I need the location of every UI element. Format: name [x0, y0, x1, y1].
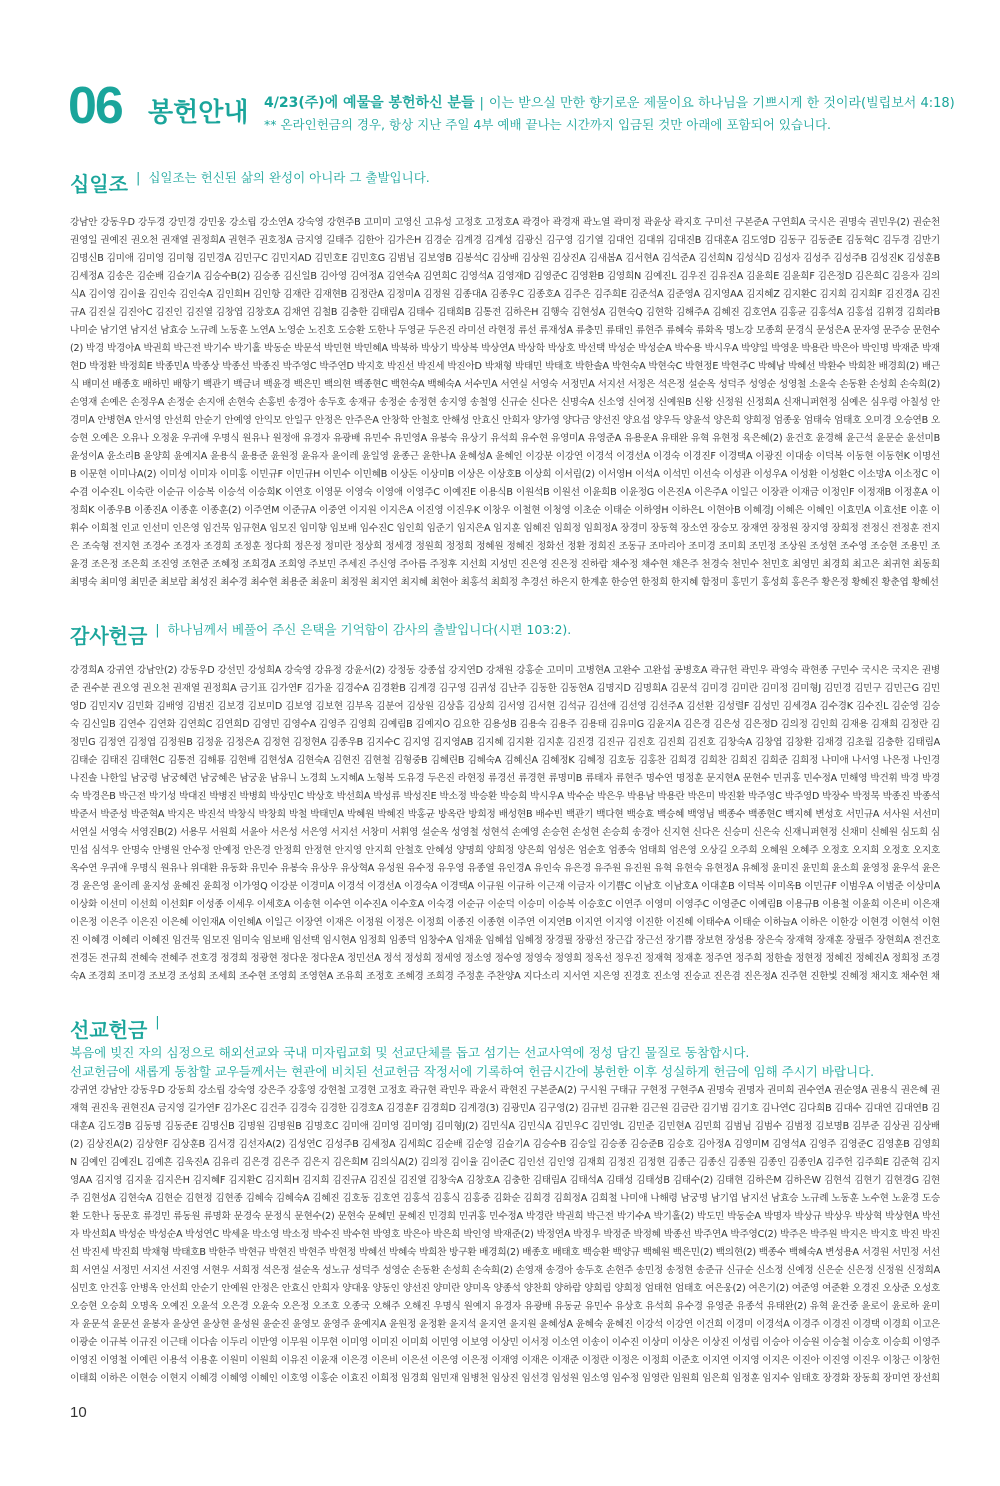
- bible-verse: 이는 받으실 만한 향기로운 제물이요 하나님을 기쁘시게 한 것이라(빌립보서 4:18): [488, 96, 955, 111]
- page-header: [68, 70, 955, 140]
- thanks-subtitle: 하나님께서 베풀어 주신 은택을 기억함이 감사의 출발입니다(시편 103:2).: [167, 622, 572, 637]
- mission-donor-list: 강귀연 강남안 강동우D 강동희 강소립 강숙영 강은주 강홍영 강현철 고경현 고정호 곽규현 곽민우 곽윤서 곽현진 구본준A(2) 구시원 구태규 구현정 구현주A 권명숙 권명자 권미희 권수연A 권순영A 권용식 권은혜 권재혁 권진욱 권현진A 금지영 길가연F 김가온C 김건주 김경숙 김경한 김경호A 김경훈F 김경희D 김계경(3) 김광민A 김구영(2) 김규빈 김규환 김근원 김금란 김기범 김기호 김나연C 김다희B 김대수 김대연 김대연B 김대훈A 김도경B 김동명 김동준E 김명신B 김명원 김명원B 김명호C 김미애 김미영 김미영J 김미형J(2) 김민식A 김민식A 김민우C 김민영L 김민준 김민현A 김민희 김범님 김범수 김범정 김보명B 김부준 김상권 김상배(2) 김상진A(2) 김상현F 김상훈B 김서경 김선자A(2) 김성연C 김성주B 김세정A 김세희C 김순배 김순영 김슬기A 김승수B 김승일 김승종 김승준B 김승호 김아정A 김영미M 김영석A 김영주 김영준C 김영훈B 김영희N 김예인 김예진L 김예흔 김욱진A 김유리 김은경 김은주 김은지 김은희M 김의식A(2) 김의정 김이율 김이준C 김인선 김인영 김재희 김정진 김정현 김종근 김종신 김종원 김종인 김종인A 김주헌 김주희E 김준혁 김지영AA 김지영 김지윤 김지은H 김지혜F 김지환C 김지희H 김지희 김진규A 김진실 김진열 김창숙A 김창호A 김충한 김태림A 김태석A 김태성 김태성B 김태수(2) 김태현 김하은M 김하은W 김현석 김현기 김현경G 김현주 김현성A 김현숙A 김현순 김현정 김현종 김혜숙 김혜숙A 김혜진 김호동 김호연 김홍석 김홍식 김홍중 김화순 김희경 김희정A 김희철 나미애 나해령 남궁명 남기엽 남지선 남효승 노규례 노동훈 노수현 노윤경 도승환 도한나 동문호 류경민 류동원 류명화 문경숙 문정식 문현수(2) 문현숙 문혜민 문혜진 민경희 민귀홍 민수정A 박경란 박권희 박근전 박기수A 박기홀(2) 박도민 박동순A 박명자 박상규 박상우 박상혁 박상현A 박선자 박선희A 박성순 박성순A 박성연C 박세윤 박소영 박소정 박수진 박수현 박영호 박은아 박은희 박인영 박재준(2) 박정연A 박정우 박정준 박정혜 박종선 박주연A 박주영C(2) 박주은 박주원 박지은 박지호 박진 박진선 박진세 박진희 박채형 박태호B 박한주 박현규 박현진 박현주 박현정 박혜선 박혜숙 박희찬 방구환 배경희(2) 배종호 배태호 백승환 백양규 백혜원 백은민(2) 백의현(2) 백종수 백혜숙A 변성용A 서경원 서민정 서선희 서연실 서정민 서지선 서진영 서현우 서희정 석은정 설순옥 성노규 성덕주 성영순 손동환 손성희 손숙희(2) 손영재 송경아 송두호 손현주 송민정 송정현 송준규 신규순 신소정 신예정 신은순 신은정 신정원 신정희A 심민호 안건홍 안병옥 안선희 안순기 안예원 안정은 안효신 안희자 양대웅 양동인 양선진 양미란 양미옥 양종석 양찬희 양하람 양희림 양희정 엄태현 엄태호 여은웅(2) 여은기(2) 여준영 여준환 오경진 오상준 오성호 오승현 오승희 오명옥 오예진 오윤석 오은경 오윤숙 오은정 오조호 오종국 오해주 오해진 우명식 원예지 유경자 유광배 유동균 유민수 유상호 유석희 유수경 유영준 유종석 유태완(2) 유혁 윤건중 윤로이 윤로하 윤미자 윤문석 윤문선 윤봉자 윤상연 윤상현 윤성원 윤순진 윤영모 윤영주 윤예지A 윤원정 윤정환 윤지석 윤지연 윤지원 윤혜성A 윤혜숙 윤혜진 이강석 이강연 이건희 이경미 이경석A 이경주 이경진 이경택 이경희 이고은 이광순 이규복 이규진 이근태 이다솜 이두리 이만영 이무원 이무현 이미영 이미진 이미희 이민영 이보영 이상민 이서정 이소연 이송이 이수진 이상미 이상은 이상진 이성림 이승아 이승원 이승철 이승호 이승희 이영주 이영진 이영철 이예린 이용석 이용훈 이원미 이원희 이유진 이윤재 이은경 이은비 이은선 이은영 이은정 이재영 이재은 이재준 이정란 이정은 이정희 이준호 이지연 이지영 이지은 이진아 이진영 이진우 이창근 이창헌 이태희 이하은 이현승 이현지 이혜경 이혜영 이혜인 이호영 이홍순 이효진 이희정 임경희 임민재 임병천 임상진 임선경 임성원 임소영 임수정 임영란 임원희 임은희 임정훈 임지수 임태호 장경화 장동희 장미연 장선희: [70, 1085, 940, 1384]
- online-offering-note: ** 온라인헌금의 경우, 항상 지난 주일 4부 예배 끝나는 시간까지 입금된 것만 아래에 포함되어 있습니다.: [264, 117, 832, 132]
- mission-title: 선교헌금: [70, 1020, 148, 1042]
- mission-section: [70, 1014, 940, 1388]
- offering-date: 4/23(주)에 예물을 봉헌하신 분들: [264, 95, 475, 111]
- thanks-title: 감사헌금: [70, 626, 148, 648]
- heading-separator: |: [155, 1015, 160, 1030]
- mission-subtitle-line-1: 복음에 빚진 자의 심정으로 해외선교와 국내 미자립교회 및 선교단체를 돕고 섬기는 선교사역에 정성 담긴 물질로 동참합시다.: [70, 1045, 750, 1060]
- mission-subtitle-line-2: 선교헌금에 새롭게 동참할 교우들께서는 현관에 비치된 선교헌금 작정서에 기록하여 헌금시간에 봉헌한 이후 성실하게 헌금에 임해 주시기 바랍니다.: [70, 1064, 875, 1079]
- mission-subtitle: [70, 1043, 874, 1081]
- section-number: 06: [68, 77, 122, 135]
- tithe-heading: [70, 168, 940, 204]
- header-info-line: [264, 92, 955, 112]
- heading-separator: |: [135, 171, 141, 186]
- tithe-title: 십일조: [70, 174, 128, 196]
- header-separator: |: [479, 96, 484, 111]
- heading-separator: |: [155, 623, 160, 638]
- thanks-section: [70, 620, 940, 986]
- section-title: 봉헌안내: [148, 97, 249, 127]
- page-number: 10: [70, 1404, 87, 1421]
- mission-heading: [70, 1014, 940, 1079]
- tithe-donor-list: 강남안 강동우D 강두경 강민경 강민웅 강소립 강소연A 강숙영 강현주B 고미미 고영신 고유성 고정호 고정호A 곽경아 곽경재 곽노열 곽미정 곽윤상 곽지호 구미선 구본준A 구연희A 국시은 권명숙 권민우(2) 권순천 권영일 권예진 권오천 권재열 권정희A 권현주 권호정A 금지영 길태주 김한아 김가은H 김경순 김계경 김계성 김광신 김구영 김기열 김대언 김대위 김대진B 김대훈A 김도영D 김동구 김동준E 김동혁C 김두경 김만기 김명신B 김미애 김미영 김미형 김민경A 김민구C 김민지AD 김민호E 김민호G 김범님 김보영B 김봉석C 김상배 김상원 김상진A 김새봄A 김서현A 김석준A 김선희N 김성식D 김성자 김성주 김성주B 김성진K 김성훈B 김세정A 김송은 김순배 김슬기A 김승수B(2) 김승종 김신일B 김아영 김여정A 김연숙A 김연희C 김영석A 김영재D 김영준C 김영환B 김영희N 김예진L 김우진 김유진A 김윤희E 김윤희F 김은정D 김은희C 김응자 김의식A 김이영 김이율 김인숙 김인숙A 김인희H 김인항 김재란 김재현B 김정란A 김정미A 김정원 김종대A 김종우C 김종호A 김주은 김주희E 김준석A 김준영A 김지영AA 김지혜Z 김지환C 김지희 김지희F 김진경A 김진규A 김진실 김진아C 김진인 김진열 김창엽 김창호A 김채연 김철B 김충한 김태림A 김태수 김태희B 김통전 김하은H 김행숙 김현성A 김현숙Q 김현학 김해주A 김혜진 김호연A 김홍균 김홍석A 김홍섭 김휘경 김희라B 나미순 남기연 남지선 남효승 노규례 노동훈 노연A 노영순 노진호 도승환 도한나 두영균 두은진 라미선 라현정 류선 류재성A 류충민 류태인 류현주 류혜숙 류화옥 명노강 모종희 문경식 문성은A 문자영 문주승 문현수(2) 박경 박경아A 박권희 박근전 박기수 박기홀 박동순 박문석 박민현 박민혜A 박북하 박상기 박상복 박상연A 박상학 박상호 박선택 박성순 박성순A 박수용 박시우A 박양일 박영운 박용란 박은아 박인명 박재준 박재현D 박정환 박정희E 박종민A 박종상 박종선 박종진 박주영C 박주연D 박지호 박진선 박진세 박진아D 박채형 박태민 박태호 박한솔A 박현숙A 박현숙C 박현정E 박현주C 박혜남 박혜선 박환수 박희찬 배경희(2) 배근식 배미선 배종호 배하민 배항기 백관기 백금녀 백윤경 백은민 백의현 백종현C 백현숙A 백혜숙A 서수민A 서연실 서영숙 서정민A 서지선 서정은 석은정 설순옥 성덕주 성영순 성영철 소윤숙 손동환 손성희 손숙희(2) 손영재 손예은 손정우A 손정순 손지애 손현숙 손홍빈 송경아 송두호 송재규 송정순 송정현 송지영 송철영 신규순 신다은 신명숙A 신소영 신여정 신예원B 신왕 신정원 신정희A 신재니퍼현정 심예은 심우령 아칠성 안경미A 안병현A 안서영 안선희 안순기 안예영 안익모 안일구 안정은 안주은A 안창학 안철호 안해성 안효신 안희자 양가영 양다금 양선진 양요섭 양우득 양윤석 양은희 양희정 엄종웅 엄태숙 엄태호 오미경 오승연B 오승현 오예은 오유나 오정윤 우귀애 우명식 원유나 원정애 유경자 유광배 유민수 유민영A 유봉숙 유상기 유석희 유수현 유영미A 유영준A 유용운A 유태완 유혁 유현정 육은혜(2) 윤건호 윤경해 윤근석 윤문순 윤선미B 윤성이A 윤소리B 윤양희 윤예지A 윤용식 윤용준 윤원정 윤유자 윤이레 윤일영 윤종근 윤한나A 윤혜성A 윤혜인 이강분 이강연 이경석 이경선A 이경숙 이경진F 이경택A 이광진 이대송 이덕복 이동현 이동현K 이명선B 이문현 이미나A(2) 이미성 이미자 이미홍 이민규F 이민규H 이민수 이민혜B 이상돈 이상미B 이상은 이상호B 이상희 이서림(2) 이서영H 이석A 이석민 이선숙 이성관 이성우A 이성환 이성환C 이소망A 이소정C 이수겸 이수진L 이숙란 이순규 이승복 이승석 이승희K 이연호 이영문 이영숙 이영애 이영주C 이예진E 이용식B 이원석B 이원선 이윤희B 이윤정G 이은진A 이은주A 이일근 이장관 이재금 이정인F 이정재B 이정훈A 이정희K 이종우B 이종진A 이종훈 이종훈(2) 이주연M 이준규A 이중연 이지원 이지은A 이진영 이진우K 이창우 이철현 이청영 이초순 이태순 이하영H 이하은L 이현아B 이혜경J 이혜은 이혜인 이효민A 이효선E 이훈 이휘수 이희철 인교 인선미 인은영 임건묵 임규현A 임모진 임미향 임보배 임수진C 임인희 임준기 임지은A 임지훈 임혜진 임희정 임희정A 장경미 장동혁 장소연 장승모 장재연 장정원 장지영 장희정 전정신 전정훈 전지은 조숙형 전지현 조경수 조경자 조경희 조정훈 정다희 정은정 정미란 정상희 정세경 정원희 정정희 정혜원 정혜진 정화선 정환 정희진 조동규 조마리아 조미경 조미희 조민정 조상원 조성현 조수영 조승현 조용민 조윤경 조은정 조은희 조진영 조현준 조혜정 조희경A 조희영 주보민 주세진 주신영 주아름 주정후 지선희 지성민 진은영 진은정 진하람 채수정 채수현 채은주 천경숙 천민수 천민호 최영민 최경희 최고은 최귀현 최동희 최명숙 최미영 최민준 최보람 최성진 최수경 최수현 최용준 최윤미 최정원 최지연 최지혜 최현아 최홍석 최희정 추경선 하은지 한계훈 한승연 한정희 한지혜 함정미 홍민기 홍성희 홍은주 황은정 황혜진 황춘엽 황혜선: [70, 217, 940, 588]
- thanks-donor-list: 강경희A 강귀연 강남안(2) 강동우D 강선민 강성희A 강숙영 강유정 강윤서(2) 강정동 강종섭 강지연D 강채원 강홍순 고미미 고병현A 고완수 고완섭 공병호A 곽규헌 곽민우 곽영숙 곽현종 구민수 국시은 국지은 권병준 권수분 권오영 권오천 권재열 권정희A 금기표 김가연F 김가윤 김경수A 김경환B 김계경 김구영 김귀성 김난주 김동한 김동현A 김명지D 김명희A 김문석 김미경 김미란 김미정 김미형J 김민경 김민구 김민근G 김민영D 김민지V 김민화 김배영 김범진 김보경 김보미D 김보영 김보현 김부옥 김분여 김상원 김상흠 김상희 김서영 김서현 김석규 김선애 김선영 김선주A 김선환 김성렬F 김성민 김세경A 김수경K 김수진L 김순영 김승숙 김신일B 김연수 김연화 김연희C 김연희D 김영민 김영수A 김영주 김영희 김예림B 김예지O 김요한 김용성B 김용숙 김용주 김용태 김유미G 김윤지A 김은경 김은성 김은정D 김의정 김인희 김재용 김재희 김정란 김정민G 김정연 김정엽 김정원B 김정윤 김정은A 김정현 김정현A 김종우B 김지수C 김지영 김지영AB 김지혜 김지환 김지훈 김진경 김진규 김진호 김진희 김진호 김창숙A 김창엽 김창환 김채경 김초월 김충한 김태림A 김태순 김태진 김태현C 김통전 김해룡 김현배 김현성A 김현숙A 김현진 김현철 김형중B 김혜린B 김혜숙A 김혜신A 김혜정K 김혜정 김호동 김홍찬 김희경 김희찬 김희진 김희준 김희정 나미애 나서영 나은정 나인경 나진솔 나한일 남궁령 남궁혜련 남궁혜은 남궁윤 남유니 노경희 노지혜A 노형복 도유경 두은진 라현정 류경선 류경현 류명미B 류태자 류현주 명수연 명정훈 문지현A 문현수 민귀홍 민수정A 민해영 박건휘 박경 박경숙 박경은B 박근전 박기성 박대진 박병진 박병희 박상민C 박상호 박선희A 박성류 박성진E 박소정 박승환 박승희 박시우A 박수순 박은우 박용남 박용란 박은미 박진환 박주영C 박주영D 박장수 박정묵 박종진 박종석 박준서 박준성 박준혁A 박지은 박진석 박창식 박창희 박철 박태민A 박혜원 박혜진 박홍균 방옥란 방희정 배성현B 배수빈 백관기 백다현 백승효 백승혜 백영님 백종수 백종현C 백지혜 변성호 서민규A 서사원 서선미 서연실 서영숙 서영진B(2) 서용무 서원희 서윤아 서은성 서은영 서지선 서창미 서휘영 설순옥 성영철 성현석 손예영 손승현 손성현 손승희 송경아 신지현 신다은 신승미 신은숙 신재니퍼현정 신채미 신혜원 심도희 심민섭 심석우 안명숙 안병원 안수정 안예정 안은경 안정희 안정현 안지영 안지희 안철호 안혜성 양명희 양희정 양은희 엄성은 엄순호 엄종숙 엄태희 엄은영 오상길 오주희 오혜원 오혜주 오정호 오지희 오정호 오지호 옥수연 우귀애 우명식 원유나 위대환 유동화 유민수 유봉숙 유상우 유상혁A 유성원 유수정 유우영 유종열 유인경A 유인숙 유은경 유주원 유진원 유혁 유현숙 유현정A 유혜정 윤미진 윤민희 윤소희 윤영정 윤우석 윤은경 윤은영 윤이레 윤지성 윤혜진 윤희정 이가영Q 이강분 이경미A 이경석 이경선A 이경숙A 이경택A 이규원 이규하 이근재 이금자 이기쁨C 이남호 이남호A 이대훈B 이덕복 이미옥B 이민규F 이범우A 이범준 이상미A 이상화 이선미 이선희 이선회F 이성종 이세우 이세호A 이송현 이수연 이수진A 이수호A 이숙경 이순규 이순덕 이승미 이승복 이승호C 이연주 이영미 이영주C 이영준C 이예림B 이용규B 이용철 이윤희 이은비 이은재 이은정 이은주 이은진 이은혜 이인재A 이인혜A 이일근 이장연 이재은 이정원 이정은 이정희 이종진 이종현 이주연 이지연B 이지연 이지영 이진한 이진혜 이태수A 이태순 이하늘A 이하은 이한강 이현경 이현석 이현진 이혜경 이혜리 이혜진 임건묵 임모진 임미숙 임보배 임선택 임시현A 임정희 임종덕 임창수A 임채윤 임혜섭 임혜정 장경필 장광선 장근갑 장근선 장기쁨 장보현 장성용 장은숙 장재혁 장재훈 장필주 장현희A 전건호 전경돈 전규희 전혜숙 전혜주 전호경 정경희 정광현 정다운 정다운A 정민선A 정석 정성희 정세영 정소영 정수영 정영숙 정영희 정옥선 정우진 정재혁 정재훈 정주연 정주희 정한솔 정현정 정혜진 정혜진A 정희정 조경숙A 조경희 조미경 조보경 조성희 조세희 조수현 조영희 조영현A 조유희 조정호 조혜경 조희경 주정훈 주찬양A 지다소리 지서연 지은영 진경호 진소영 진승교 진은겸 진은정A 진주현 진한빛 진혜정 채지호 채수현 채: [70, 665, 940, 982]
- thanks-heading: [70, 620, 940, 656]
- tithe-section: [70, 168, 940, 592]
- tithe-subtitle: 십일조는 헌신된 삶의 완성이 아니라 그 출발입니다.: [148, 170, 430, 185]
